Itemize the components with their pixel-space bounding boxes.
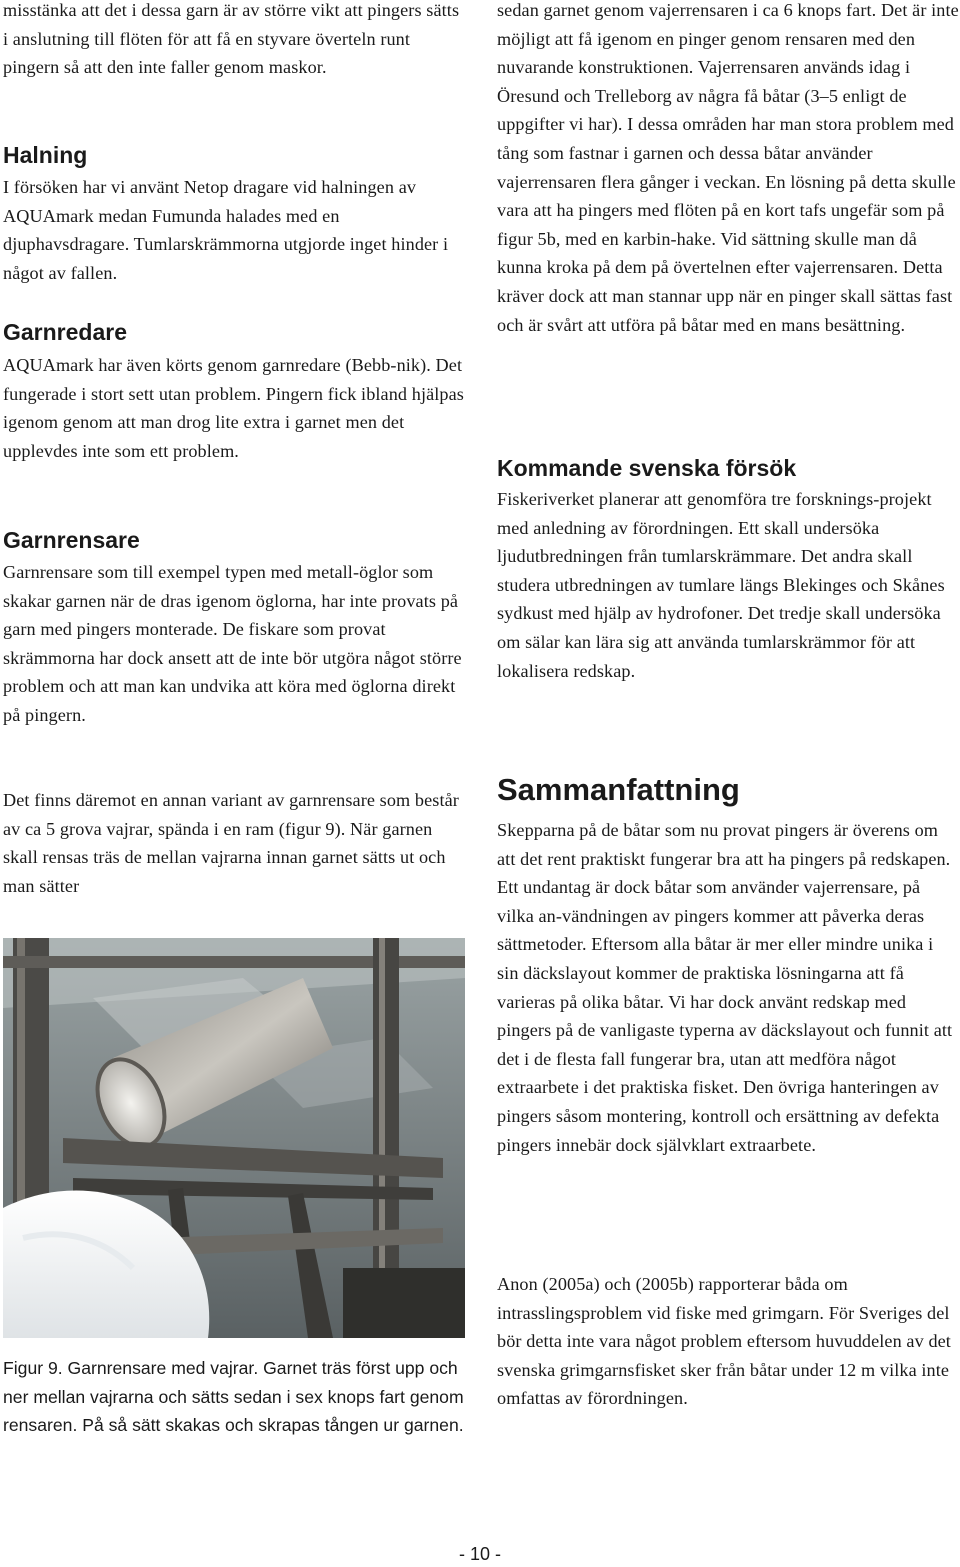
- heading-sammanfattning: Sammanfattning: [497, 772, 740, 807]
- garnrensare-paragraph-2: Det finns däremot en annan variant av garnrensare som består av ca 5 grova vajrar, spända i en ram (figur 9). När garnen skall rensas träs de mellan vajrarna innan garnet sätts ut och man sätter: [3, 790, 459, 896]
- page-number: - 10 -: [458, 1544, 501, 1564]
- intro-paragraph: misstänka att det i dessa garn är av större vikt att pingers sätts i anslutning till flöten för att få en styvare överteln runt pingern så att den inte faller genom maskor.: [3, 0, 460, 78]
- continued-paragraph: sedan garnet genom vajerrensaren i ca 6 knops fart. Det är inte möjligt att få igenom en pinger genom rensaren med den nuvarande konstruktionen. Vajerrensaren används idag i Öresund och Trelleborg av några få båtar (3–5 enligt de uppgifter vi har). I dessa områden har man stora problem med tång som fastnar i garnen och dessa båtar använder vajerrensaren flera gånger i veckan. En lösning på detta skulle vara att ha pingers med flöten på en kort tafs ungefär som på figur 5b, med en karbin-hake. Vid sättning skulle man då kunna kroka på dem på övertelnen efter vajerrensaren. Detta kräver dock att man stannar upp när en pinger skall sättas fast och är svårt att utföra på båtar med en mans besättning.: [497, 0, 959, 335]
- figure-9-photo: [3, 938, 465, 1338]
- sammanfattning-paragraph-2: Anon (2005a) och (2005b) rapporterar båda om intrasslingsproblem vid fiske med grimgarn. För Sveriges del bör detta inte vara något problem eftersom huvuddelen av det svenska grimgarnsfisket sker från båtar under 12 m vilka inte omfattas av förordningen.: [497, 1274, 951, 1409]
- sammanfattning-paragraph-1: Skepparna på de båtar som nu provat pingers är överens om att det rent praktiskt fungerar bra att ha pingers på redskapen. Ett undantag är dock båtar som använder vajerrensare, på vilka an-vändningen av pingers kommer att påverka deras sättmetoder. Eftersom alla båtar är mer eller mindre unika i sin däckslayout kommer de praktiska lösningarna att få varieras på olika båtar. Vi har dock använt redskap med pingers på de vanligaste typerna av däckslayout och funnit att det i de flesta fall fungerar bra, utan att medföra något extraarbete i det praktiska fisket. Den övriga hanteringen av pingers såsom montering, kontroll och ersättning av defekta pingers innebär dock självklart extraarbete.: [497, 820, 953, 1155]
- heading-halning: Halning: [3, 142, 88, 168]
- figure-9-caption: Figur 9. Garnrensare med vajrar. Garnet träs först upp och ner mellan vajrarna och sätts sedan i sex knops fart genom rensaren. På så sätt skakas och skrapas tången ur garnen.: [3, 1358, 464, 1436]
- heading-garnrensare: Garnrensare: [3, 527, 140, 553]
- heading-garnredare: Garnredare: [3, 319, 128, 345]
- garnredare-paragraph: AQUAmark har även körts genom garnredare (Bebb-nik). Det fungerade i stort sett utan problem. Pingern fick ibland hjälpas igenom genom att man drog lite extra i garnet men det upplevdes inte som ett problem.: [3, 355, 464, 461]
- garnrensare-paragraph-1: Garnrensare som till exempel typen med metall-öglor som skakar garnen när de dras igenom öglorna, har inte provats på garn med pingers monterade. De fiskare som provat skrämmorna har dock ansett att de inte bör utgöra något större problem och att man kan undvika att köra med öglorna direkt på pingern.: [3, 562, 462, 725]
- heading-kommande-svenska-forsok: Kommande svenska försök: [497, 455, 797, 481]
- kommande-paragraph: Fiskeriverket planerar att genomföra tre forsknings-projekt med anledning av förordningen. Ett skall undersöka ljudutbredningen från tumlarskrämmare. Det andra skall studera utbredningen av tumlare längs Blekinges och Skånes sydkust med hjälp av hydrofoner. Det tredje skall undersöka om sälar kan lära sig att använda tumlarskrämmor för att lokalisera redskap.: [497, 489, 945, 681]
- halning-paragraph: I försöken har vi använt Netop dragare vid halningen av AQUAmark medan Fumunda halades med en djuphavsdragare. Tumlarskrämmorna utgjorde inget hinder i något av fallen.: [3, 177, 449, 283]
- wire-cleaner-illustration: [3, 938, 465, 1338]
